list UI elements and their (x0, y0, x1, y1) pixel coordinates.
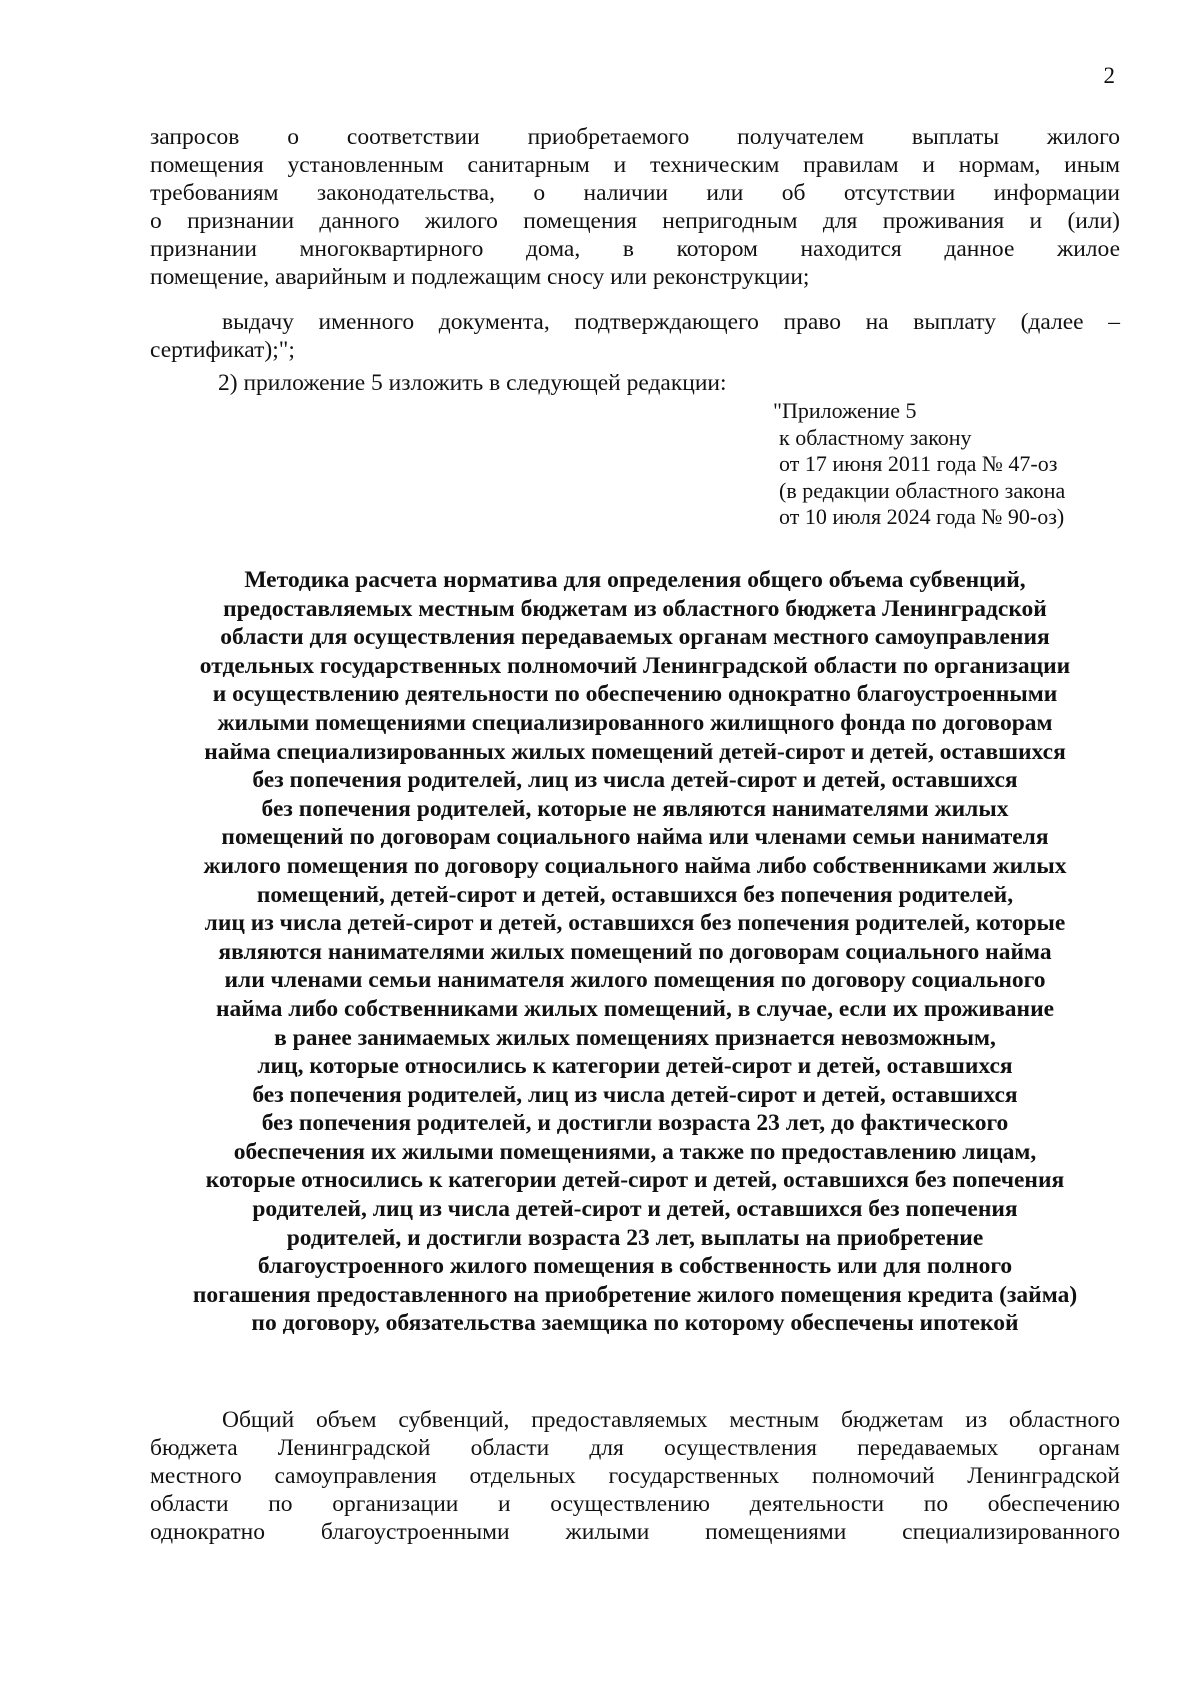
title-line: и осуществлению деятельности по обеспечению однократно благоустроенными (212, 681, 1058, 708)
text-line: 2) приложение 5 изложить в следующей редакции: (218, 370, 727, 396)
title-line: жилыми помещениями специализированного жилищного фонда по договорам (217, 709, 1053, 736)
methodology-title (140, 566, 1130, 1338)
text-line: запросов о соответствии приобретаемого получателем выплаты жилого (150, 124, 1120, 150)
title-line: отдельных государственных полномочий Ленинградской области по организации (199, 652, 1071, 679)
title-line: без попечения родителей, и достигли возраста 23 лет, до фактического (261, 1110, 1009, 1137)
title-line: которые относились к категории детей-сирот и детей, оставшихся без попечения (205, 1167, 1065, 1194)
title-line: в ранее занимаемых жилых помещениях признается невозможным, (274, 1024, 996, 1051)
title-line: по договору, обязательства заемщика по которому обеспечены ипотекой (251, 1310, 1019, 1337)
text-line: бюджета Ленинградской области для осуществления передаваемых органам (150, 1435, 1120, 1461)
appendix-line: (в редакции областного закона (779, 477, 1066, 503)
text-line: сертификат);"; (150, 337, 295, 363)
title-line: являются нанимателями жилых помещений по договорам социального найма (218, 938, 1052, 965)
text-line: местного самоуправления отдельных государственных полномочий Ленинградской (150, 1463, 1120, 1489)
title-line: помещений, детей-сирот и детей, оставшихся без попечения родителей, (256, 881, 1014, 908)
paragraph-certificate (150, 308, 1120, 364)
text-line: выдачу именного документа, подтверждающего право на выплату (далее – (222, 309, 1120, 335)
title-line: благоустроенного жилого помещения в собственность или для полного (257, 1253, 1013, 1280)
appendix-line: от 10 июля 2024 года № 90-оз) (779, 504, 1065, 529)
paragraph-requests (150, 123, 1120, 291)
title-line: помещений по договорам социального найма или членами семьи нанимателя (221, 824, 1049, 851)
title-line: без попечения родителей, лиц из числа детей-сирот и детей, оставшихся (252, 767, 1018, 794)
appendix-header (773, 398, 1133, 531)
title-line: или членами семьи нанимателя жилого помещения по договору социального (224, 967, 1046, 994)
appendix-title: "Приложение 5 (773, 398, 917, 423)
title-line: лиц из числа детей-сирот и детей, оставшихся без попечения родителей, которые (204, 910, 1066, 937)
text-line: помещение, аварийным и подлежащим сносу или реконструкции; (150, 264, 810, 290)
title-line: без попечения родителей, лиц из числа детей-сирот и детей, оставшихся (252, 1081, 1018, 1108)
title-line: погашения предоставленного на приобретение жилого помещения кредита (займа) (192, 1281, 1078, 1308)
appendix-line: от 17 июня 2011 года № 47-оз (779, 451, 1058, 476)
title-line: без попечения родителей, которые не являются нанимателями жилых (261, 795, 1009, 822)
title-line: найма специализированных жилых помещений детей-сирот и детей, оставшихся (204, 738, 1066, 765)
title-line: обеспечения их жилыми помещениями, а также по предоставлению лицам, (233, 1138, 1037, 1165)
title-line: области для осуществления передаваемых органам местного самоуправления (220, 624, 1050, 651)
paragraph-total-subventions (150, 1406, 1120, 1546)
appendix-line: к областному закону (779, 424, 972, 450)
page-number: 2 (1103, 63, 1115, 88)
text-line: однократно благоустроенными жилыми помещениями специализированного (150, 1519, 1120, 1545)
title-line: родителей, лиц из числа детей-сирот и детей, оставшихся без попечения (252, 1196, 1018, 1223)
text-line: требованиям законодательства, о наличии или об отсутствии информации (150, 180, 1120, 206)
paragraph-amendment (150, 369, 1120, 397)
title-line: предоставляемых местным бюджетам из областного бюджета Ленинградской (223, 595, 1047, 622)
title-line: лиц, которые относились к категории детей-сирот и детей, оставшихся (257, 1053, 1013, 1080)
title-line: Методика расчета норматива для определения общего объема субвенций, (244, 567, 1026, 593)
text-line: помещения установленным санитарным и техническим правилам и нормам, иным (150, 152, 1120, 178)
text-line: области по организации и осуществлению деятельности по обеспечению (150, 1491, 1120, 1517)
text-line: Общий объем субвенций, предоставляемых местным бюджетам из областного (222, 1407, 1120, 1433)
title-line: жилого помещения по договору социального найма либо собственниками жилых (203, 852, 1067, 879)
text-line: признании многоквартирного дома, в котором находится данное жилое (150, 236, 1120, 262)
title-line: родителей, и достигли возраста 23 лет, выплаты на приобретение (286, 1224, 984, 1251)
text-line: о признании данного жилого помещения непригодным для проживания и (или) (150, 208, 1120, 234)
title-line: найма либо собственниками жилых помещений, в случае, если их проживание (215, 995, 1055, 1022)
